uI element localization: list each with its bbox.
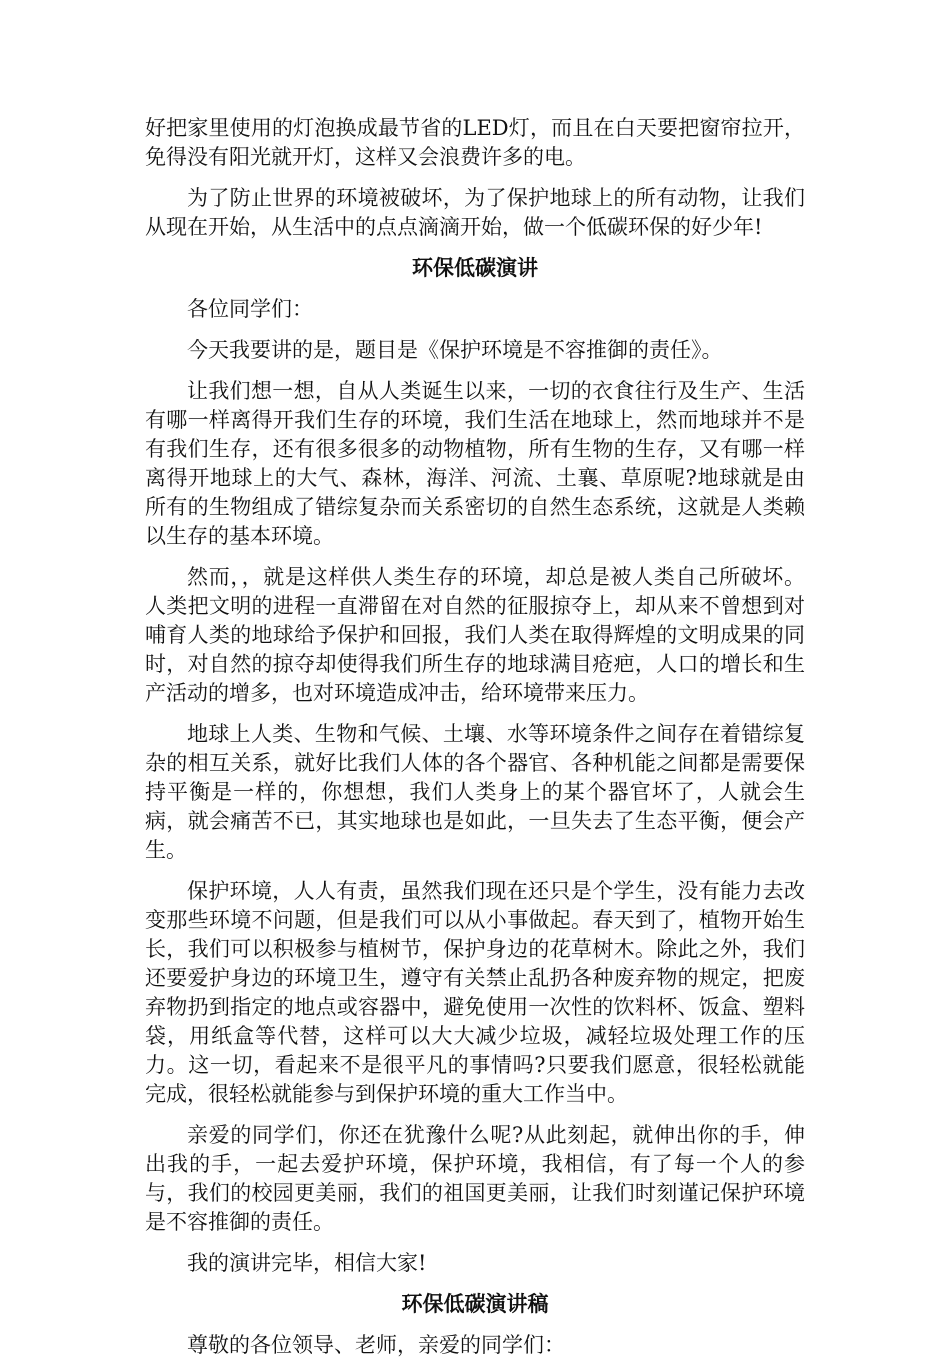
intro-paragraph-1: 好把家里使用的灯泡换成最节省的LED灯，而且在白天要把窗帘拉开，免得没有阳光就开灯，这样又会浪费许多的电。 bbox=[145, 116, 805, 169]
section1-paragraph-6: 保护环境，人人有责，虽然我们现在还只是个学生，没有能力去改变那些环境不问题，但是我们可以从小事做起。春天到了，植物开始生长，我们可以积极参与植树节，保护身边的花草树木。除此之外，我们还要爱护身边的环境卫生，遵守有关禁止乱扔各种废弃物的规定，把废弃物扔到指定的地点或容器中，避免使用一次性的饮料杯、饭盒、塑料袋，用纸盒等代替，这样可以大大减少垃圾，减轻垃圾处理工作的压力。这一切，看起来不是很平凡的事情吗?只要我们愿意，很轻松就能完成，很轻松就能参与到保护环境的重大工作当中。 bbox=[145, 879, 805, 1106]
section1-paragraph-5: 地球上人类、生物和气候、土壤、水等环境条件之间存在着错综复杂的相互关系，就好比我们人体的各个器官、各种机能之间都是需要保持平衡是一样的，你想想，我们人类身上的某个器官坏了，人就会生病，就会痛苦不已，其实地球也是如此，一旦失去了生态平衡，便会产生。 bbox=[145, 722, 805, 862]
section1-paragraph-3: 让我们想一想，自从人类诞生以来，一切的衣食往行及生产、生活有哪一样离得开我们生存的环境，我们生活在地球上，然而地球并不是有我们生存，还有很多很多的动物植物，所有生物的生存，又有哪一样离得开地球上的大气、森林，海洋、河流、土襄、草原呢?地球就是由所有的生物组成了错综复杂而关系密切的自然生态系统，这就是人类赖以生存的基本环境。 bbox=[145, 379, 805, 548]
section1-closing: 我的演讲完毕，相信大家! bbox=[187, 1251, 427, 1275]
section1-paragraph-4: 然而，，就是这样供人类生存的环境，却总是被人类自己所破坏。人类把文明的进程一直滞留在对自然的征服掠夺上，却从来不曾想到对哺育人类的地球给予保护和回报，我们人类在取得辉煌的文明成果的同时，对自然的掠夺却使得我们所生存的地球满目疮疤，人口的增长和生产活动的增多，也对环境造成冲击，给环境带来压力。 bbox=[145, 565, 805, 705]
section1-title: 环保低碳演讲 bbox=[412, 256, 538, 280]
document-page bbox=[145, 114, 805, 1372]
section2-title: 环保低碳演讲稿 bbox=[401, 1292, 549, 1316]
section2-greeting: 尊敬的各位领导、老师，亲爱的同学们： bbox=[187, 1333, 565, 1357]
intro-paragraph-2: 为了防止世界的环境被破坏，为了保护地球上的所有动物，让我们从现在开始，从生活中的点点滴滴开始，做一个低碳环保的好少年! bbox=[145, 186, 805, 239]
section1-topic: 今天我要讲的是，题目是《保护环境是不容推御的责任》。 bbox=[187, 338, 723, 362]
section1-paragraph-7: 亲爱的同学们，你还在犹豫什么呢?从此刻起，就伸出你的手，伸出我的手，一起去爱护环境，保护环境，我相信，有了每一个人的参与，我们的校园更美丽，我们的祖国更美丽，让我们时刻谨记保护环境是不容推御的责任。 bbox=[145, 1123, 805, 1234]
section1-greeting: 各位同学们： bbox=[187, 297, 313, 321]
